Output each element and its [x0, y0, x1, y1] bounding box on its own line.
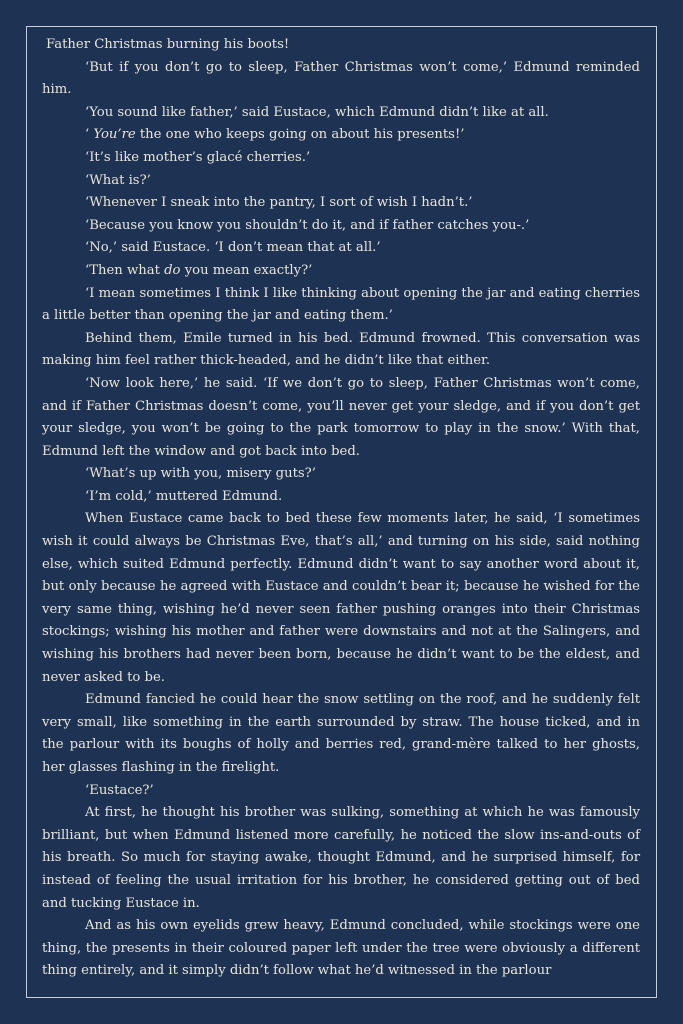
paragraph: ‘Because you know you shouldn’t do it, and if father catches you-.’ — [85, 217, 530, 233]
paragraph: ‘You sound like father,’ said Eustace, which Edmund didn’t like at all. — [85, 104, 549, 120]
emphasis-text: do — [164, 262, 181, 278]
emphasis-text: You’re — [93, 127, 136, 143]
paragraph: ‘It’s like mother’s glacé cherries.’ — [85, 149, 311, 165]
paragraph: ‘Eustace?’ — [85, 782, 154, 798]
text-segment: ‘ — [85, 127, 94, 143]
text-segment: the one who keeps going on about his presents!’ — [135, 127, 465, 143]
paragraph: And as his own eyelids grew heavy, Edmund concluded, while stockings were one thing, the presents in their coloured paper left under the tree were obviously a different thing entirely, and it simply didn’t follow what he’d witnessed in the parlour — [42, 918, 640, 979]
paragraph: Father Christmas burning his boots! — [46, 37, 290, 52]
paragraph: ‘No,’ said Eustace. ‘I don’t mean that at all.’ — [85, 240, 381, 256]
paragraph: Edmund fancied he could hear the snow settling on the roof, and he suddenly felt very small, like something in the earth surrounded by straw. The house ticked, and in the parlour with its boughs of holly and berries red, grand-mère talked to her ghosts, her glasses flashing in the firelight. — [42, 692, 640, 775]
story-text — [42, 34, 640, 983]
paragraph: At first, he thought his brother was sulking, something at which he was famously brilliant, but when Edmund listened more carefully, he noticed the slow ins-and-outs of his breath. So much for staying awake, thought Edmund, and he surprised himself, for instead of feeling the usual irritation for his brother, he considered getting out of bed and tucking Eustace in. — [42, 805, 640, 911]
text-segment: ‘Then what — [85, 262, 165, 278]
paragraph: ‘I’m cold,’ muttered Edmund. — [85, 488, 283, 504]
paragraph: ‘What’s up with you, misery guts?’ — [85, 466, 316, 482]
paragraph: Behind them, Emile turned in his bed. Edmund frowned. This conversation was making him feel rather thick-headed, and he didn’t like that either. — [42, 330, 640, 369]
paragraph: When Eustace came back to bed these few moments later, he said, ‘I sometimes wish it could always be Christmas Eve, that’s all,’ and turning on his side, said nothing else, which suited Edmund perfectly. Edmund didn’t want to say another word about it, but only because he agreed with Eustace and couldn’t bear it; because he wished for the very same thing, wishing he’d never seen father pushing oranges into their Christmas stockings; wishing his mother and father were downstairs and not at the Salingers, and wishing his brothers had never been born, because he didn’t want to be the eldest, and never asked to be. — [42, 511, 640, 685]
paragraph: ‘But if you don’t go to sleep, Father Christmas won’t come,’ Edmund reminded him. — [42, 59, 640, 98]
paragraph: ‘Whenever I sneak into the pantry, I sort of wish I hadn’t.’ — [85, 195, 473, 211]
text-segment: you mean exactly?’ — [180, 262, 313, 278]
paragraph: ‘Now look here,’ he said. ‘If we don’t go to sleep, Father Christmas won’t come, and if Father Christmas doesn’t come, you’ll never get your sledge, and if you don’t get your sledge, you won’t be going to the park tomorrow to play in the snow.’ With that, Edmund left the window and got back into bed. — [42, 375, 640, 459]
paragraph — [42, 124, 640, 147]
paragraph — [42, 260, 640, 283]
paragraph: ‘What is?’ — [85, 172, 151, 188]
paragraph: ‘I mean sometimes I think I like thinking about opening the jar and eating cherries a little better than opening the jar and eating them.’ — [42, 285, 640, 324]
